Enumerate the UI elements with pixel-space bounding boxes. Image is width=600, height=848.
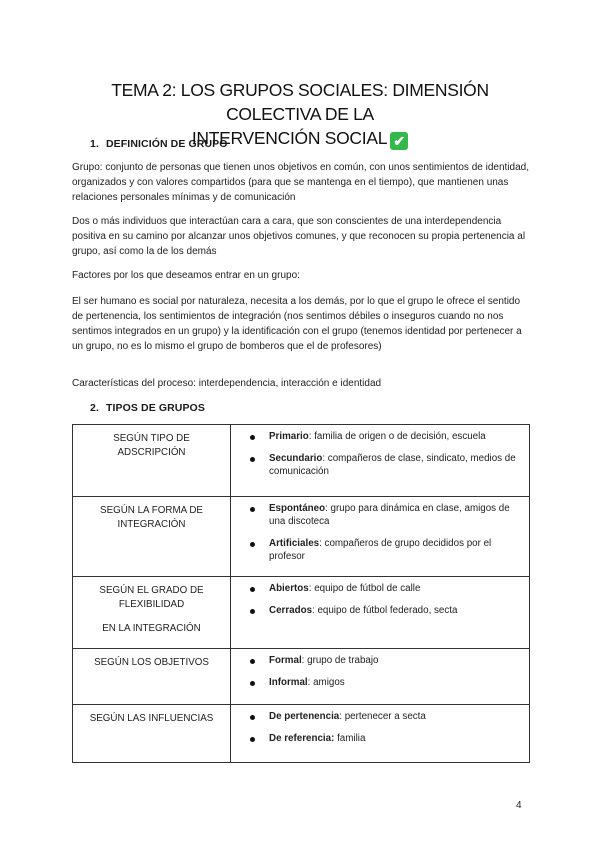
title-line-1: TEMA 2: LOS GRUPOS SOCIALES: DIMENSIÓN COLECTIVA DE LA <box>111 80 489 124</box>
group-list <box>243 430 521 478</box>
bullet-icon <box>250 715 255 720</box>
items-cell <box>231 649 530 705</box>
group-list <box>243 710 521 745</box>
group-term: Abiertos <box>269 583 309 594</box>
items-cell <box>231 705 530 763</box>
bullet-icon <box>250 681 255 686</box>
list-item <box>243 502 521 528</box>
table-row <box>73 577 530 649</box>
bullet-icon <box>250 457 255 462</box>
section-1-number: 1. <box>90 138 99 150</box>
list-item <box>243 604 521 617</box>
bullet-icon <box>250 507 255 512</box>
category-label: SEGÚN LA FORMA DE INTEGRACIÓN <box>100 505 203 530</box>
bullet-icon <box>250 542 255 547</box>
list-item <box>243 732 521 745</box>
group-desc: : compañeros de clase, sindicato, medios de comunicación <box>269 453 516 477</box>
group-list <box>243 502 521 563</box>
category-cell <box>73 705 231 763</box>
group-term: De referencia: <box>269 733 335 744</box>
category-cell <box>73 649 231 705</box>
paragraph-social-nature: El ser humano es social por naturaleza, necesita a los demás, por lo que el grupo le ofrece el sentido de pertenencia, los sentimientos de integración (nos sentimos débiles o inseguros cuando no nos sentimos integrados en un grupo) y la identificación con el grupo (tenemos identidad por pertenecer a un grupo, no es lo mismo el grupo de bomberos que el de profesores) <box>72 296 522 352</box>
group-term: Informal <box>269 677 308 688</box>
list-item <box>243 676 521 689</box>
table-row <box>73 705 530 763</box>
section-1-title: DEFINICIÓN DE GRUPO <box>106 138 228 150</box>
bullet-icon <box>250 435 255 440</box>
group-desc: : familia de origen o de decisión, escuela <box>308 431 486 442</box>
list-item <box>243 582 521 595</box>
paragraph-group-definition: Grupo: conjunto de personas que tienen unos objetivos en común, con unos sentimientos de identidad, organizados y con valores compartidos (para que se mantenga en el tiempo), que mantienen unas relaciones personales mínimas y de comunicación <box>72 162 529 203</box>
category-cell <box>73 425 231 497</box>
items-cell <box>231 497 530 577</box>
group-term: Cerrados <box>269 605 313 616</box>
bullet-icon <box>250 659 255 664</box>
category-label: SEGÚN TIPO DE ADSCRIPCIÓN <box>113 433 190 458</box>
paragraph-factors-intro: Factores por los que deseamos entrar en un grupo: <box>72 270 300 281</box>
items-cell <box>231 425 530 497</box>
group-list <box>243 582 521 617</box>
group-term: Espontáneo <box>269 503 326 514</box>
paragraph-group-interaction: Dos o más individuos que interactúan cara a cara, que son conscientes de una interdependencia positiva en su camino por alcanzar unos objetivos comunes, y que reconocen su propia pertenencia al grupo, así como la de los demás <box>72 216 526 257</box>
list-item <box>243 452 521 478</box>
group-term: Artificiales <box>269 538 320 549</box>
bullet-icon <box>250 737 255 742</box>
group-term: Secundario <box>269 453 323 464</box>
section-2-title: TIPOS DE GRUPOS <box>106 402 205 414</box>
group-term: De pertenencia <box>269 711 340 722</box>
group-desc: : amigos <box>307 677 345 688</box>
list-item <box>243 710 521 723</box>
category-label: SEGÚN LAS INFLUENCIAS <box>89 713 214 724</box>
table-row <box>73 649 530 705</box>
items-cell <box>231 577 530 649</box>
table-row <box>73 497 530 577</box>
paragraph-process-characteristics: Características del proceso: interdependencia, interacción e identidad <box>72 378 382 389</box>
section-2-number: 2. <box>90 402 99 414</box>
title-line-2-text: INTERVENCIÓN SOCIAL <box>191 128 388 148</box>
category-cell <box>73 497 231 577</box>
table-row <box>73 425 530 497</box>
list-item <box>243 430 521 443</box>
section-1-heading <box>90 138 228 150</box>
category-cell <box>73 577 231 649</box>
group-term: Primario <box>269 431 309 442</box>
group-desc: : equipo de fútbol de calle <box>308 583 421 594</box>
group-desc: : compañeros de grupo decididos por el profesor <box>269 538 492 562</box>
category-label: SEGÚN EL GRADO DE FLEXIBILIDAD <box>99 585 204 610</box>
group-desc: : equipo de fútbol federado, secta <box>312 605 458 616</box>
check-mark-icon: ✔ <box>390 132 408 150</box>
group-desc: : grupo para dinámica en clase, amigos de una discoteca <box>269 503 510 527</box>
bullet-icon <box>250 609 255 614</box>
list-item <box>243 537 521 563</box>
category-sublabel: EN LA INTEGRACIÓN <box>102 623 201 634</box>
group-desc: : grupo de trabajo <box>301 655 379 666</box>
group-desc: : pertenecer a secta <box>339 711 426 722</box>
section-2-heading <box>90 402 205 414</box>
page-number: 4 <box>516 800 522 811</box>
bullet-icon <box>250 587 255 592</box>
group-desc: familia <box>334 733 366 744</box>
group-list <box>243 654 521 689</box>
list-item <box>243 654 521 667</box>
category-label: SEGÚN LOS OBJETIVOS <box>94 657 209 668</box>
group-types-table <box>72 424 530 763</box>
group-term: Formal <box>269 655 302 666</box>
